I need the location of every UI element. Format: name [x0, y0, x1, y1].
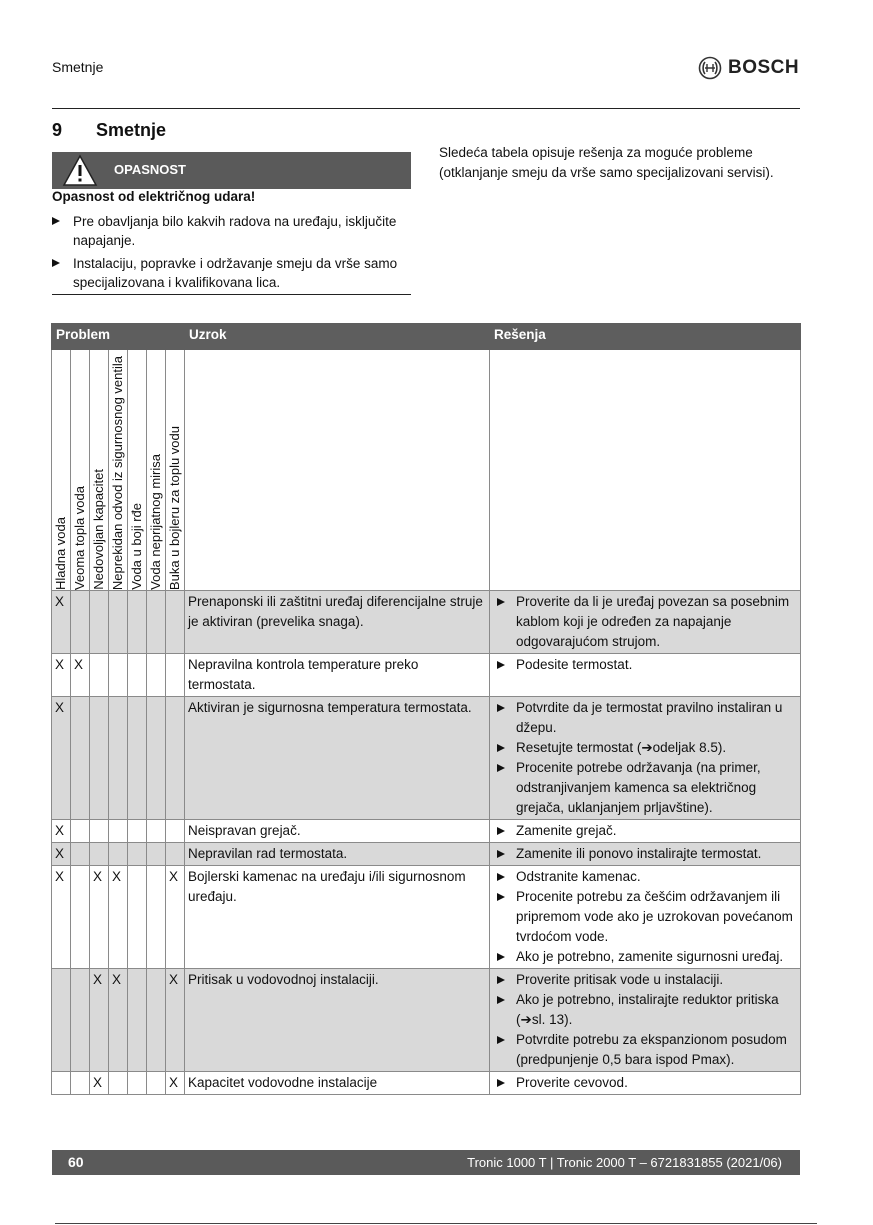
arrow-bullet-icon	[497, 976, 505, 984]
table-row	[52, 591, 801, 654]
problem-mark-cell: X	[52, 866, 71, 969]
table-row	[52, 654, 801, 697]
page-number: 60	[68, 1154, 84, 1170]
problem-mark-cell	[90, 820, 109, 843]
problem-mark-cell	[147, 1072, 166, 1095]
header-divider	[52, 108, 800, 109]
problem-mark-cell: X	[166, 969, 185, 1072]
solutions-cell	[490, 969, 801, 1072]
arrow-bullet-icon	[497, 598, 505, 606]
bosch-armature-icon	[698, 56, 722, 80]
problem-mark-cell	[166, 843, 185, 866]
problem-mark-cell	[90, 843, 109, 866]
problem-mark-cell	[166, 654, 185, 697]
problem-mark-cell	[147, 820, 166, 843]
problem-mark-cell: X	[71, 654, 90, 697]
problem-mark-cell	[128, 843, 147, 866]
section-title: Smetnje	[96, 120, 167, 140]
problem-mark-cell	[147, 697, 166, 820]
problem-mark-cell: X	[166, 1072, 185, 1095]
solution-item: Resetujte termostat (➔odeljak 8.5).	[494, 738, 797, 758]
problem-mark-cell	[147, 969, 166, 1072]
problem-column-label: Voda neprijatnog mirisa	[147, 350, 166, 591]
footer-document-info: Tronic 1000 T | Tronic 2000 T – 6721831855 (2021/06)	[467, 1155, 782, 1170]
problem-header: Problem	[52, 324, 185, 350]
problem-mark-cell	[71, 866, 90, 969]
problem-mark-cell	[90, 697, 109, 820]
cause-cell: Nepravilna kontrola temperature preko termostata.	[185, 654, 490, 697]
solution-item: Potvrdite potrebu za ekspanzionom posudom (predpunjenje 0,5 bara ispod Pmax).	[494, 1030, 797, 1070]
table-row	[52, 866, 801, 969]
problem-mark-cell	[147, 843, 166, 866]
solutions-cell	[490, 820, 801, 843]
bosch-logo	[698, 56, 799, 80]
section-number: 9	[52, 120, 63, 140]
solution-item: Proverite pritisak vode u instalaciji.	[494, 970, 797, 990]
cause-cell: Pritisak u vodovodnoj instalaciji.	[185, 969, 490, 1072]
problem-mark-cell	[128, 820, 147, 843]
problem-mark-cell	[166, 820, 185, 843]
solution-item: Podesite termostat.	[494, 655, 797, 675]
danger-list	[52, 212, 411, 296]
problem-mark-cell: X	[90, 969, 109, 1072]
problem-mark-cell	[71, 1072, 90, 1095]
problem-mark-cell: X	[90, 866, 109, 969]
solution-item: Proverite da li je uređaj povezan sa posebnim kablom koji je određen za napajanje odgovarajućom strujom.	[494, 592, 797, 652]
table-row	[52, 820, 801, 843]
solutions-cell	[490, 654, 801, 697]
table-row	[52, 969, 801, 1072]
problem-mark-cell	[109, 1072, 128, 1095]
problem-column-label: Veoma topla voda	[71, 350, 90, 591]
solutions-cell	[490, 843, 801, 866]
danger-banner	[52, 152, 411, 189]
problem-mark-cell	[52, 1072, 71, 1095]
problem-mark-cell: X	[52, 654, 71, 697]
cause-header: Uzrok	[185, 324, 490, 350]
danger-item: Pre obavljanja bilo kakvih radova na uređaju, isključite napajanje.	[52, 212, 411, 250]
problem-column-label: Hladna voda	[52, 350, 71, 591]
arrow-bullet-icon	[497, 744, 505, 752]
arrow-bullet-icon	[497, 893, 505, 901]
arrow-bullet-icon	[52, 217, 60, 225]
cause-cell: Bojlerski kamenac na uređaju i/ili sigurnosnom uređaju.	[185, 866, 490, 969]
problem-mark-cell: X	[52, 843, 71, 866]
problem-column-label: Nedovoljan kapacitet	[90, 350, 109, 591]
solutions-cell	[490, 1072, 801, 1095]
solution-item: Ako je potrebno, zamenite sigurnosni uređaj.	[494, 947, 797, 967]
table-header-row	[52, 324, 801, 350]
problem-column-label: Buka u bojleru za toplu vodu	[166, 350, 185, 591]
arrow-bullet-icon	[497, 827, 505, 835]
cause-cell: Nepravilan rad termostata.	[185, 843, 490, 866]
problem-mark-cell	[128, 697, 147, 820]
problem-mark-cell	[128, 969, 147, 1072]
logo-wordmark: BOSCH	[728, 57, 800, 78]
problem-column-label: Voda u boji rđe	[128, 350, 147, 591]
solution-item: Ako je potrebno, instalirajte reduktor pritiska (➔sl. 13).	[494, 990, 797, 1030]
problem-mark-cell	[71, 820, 90, 843]
problem-mark-cell	[109, 843, 128, 866]
problem-mark-cell: X	[52, 697, 71, 820]
solutions-cell	[490, 591, 801, 654]
problem-mark-cell	[109, 591, 128, 654]
arrow-bullet-icon	[497, 996, 505, 1004]
problem-mark-cell: X	[109, 969, 128, 1072]
page-bottom-rule	[55, 1223, 817, 1224]
problem-mark-cell	[128, 654, 147, 697]
cause-cell: Neispravan grejač.	[185, 820, 490, 843]
arrow-bullet-icon	[497, 1036, 505, 1044]
cause-cell: Aktiviran je sigurnosna temperatura termostata.	[185, 697, 490, 820]
problem-mark-cell	[90, 654, 109, 697]
cause-cell: Prenaponski ili zaštitni uređaj diferencijalne struje je aktiviran (prevelika snaga).	[185, 591, 490, 654]
cause-cell: Kapacitet vodovodne instalacije	[185, 1072, 490, 1095]
problem-column-label: Neprekidan odvod iz sigurnosnog ventila	[109, 350, 128, 591]
footer-bar	[52, 1150, 800, 1175]
problem-mark-cell: X	[166, 866, 185, 969]
warning-triangle-icon	[62, 154, 98, 187]
problem-mark-cell	[147, 591, 166, 654]
problem-mark-cell: X	[52, 591, 71, 654]
solution-item: Procenite potrebe održavanja (na primer, odstranjivanjem kamenca sa električnog grejača, uklanjanjem prljavštine).	[494, 758, 797, 818]
solutions-header: Rešenja	[490, 324, 801, 350]
problem-mark-cell	[166, 697, 185, 820]
problem-columns-row	[52, 350, 801, 591]
arrow-bullet-icon	[497, 1079, 505, 1087]
problem-mark-cell: X	[52, 820, 71, 843]
arrow-bullet-icon	[497, 850, 505, 858]
problem-mark-cell	[128, 866, 147, 969]
problem-mark-cell	[109, 697, 128, 820]
arrow-bullet-icon	[497, 764, 505, 772]
table-row	[52, 843, 801, 866]
problem-mark-cell	[147, 866, 166, 969]
danger-divider	[52, 294, 411, 295]
table-row	[52, 697, 801, 820]
problem-mark-cell	[128, 1072, 147, 1095]
problem-mark-cell	[71, 697, 90, 820]
solutions-cell	[490, 697, 801, 820]
arrow-bullet-icon	[497, 661, 505, 669]
solution-item: Zamenite grejač.	[494, 821, 797, 841]
problem-mark-cell	[147, 654, 166, 697]
danger-item: Instalaciju, popravke i održavanje smeju da vrše samo specijalizovana i kvalifikovana lica.	[52, 254, 411, 292]
solution-item: Proverite cevovod.	[494, 1073, 797, 1093]
arrow-bullet-icon	[52, 259, 60, 267]
problem-mark-cell	[109, 820, 128, 843]
problem-mark-cell	[52, 969, 71, 1072]
danger-label: OPASNOST	[114, 162, 186, 177]
solution-item: Procenite potrebu za češćim održavanjem ili pripremom vode ako je uzrokovan povećanom tvrdoćom vode.	[494, 887, 797, 947]
problem-mark-cell: X	[109, 866, 128, 969]
problem-mark-cell	[128, 591, 147, 654]
running-header-title: Smetnje	[52, 59, 104, 75]
problem-mark-cell	[71, 591, 90, 654]
problem-mark-cell	[109, 654, 128, 697]
solution-item: Zamenite ili ponovo instalirajte termostat.	[494, 844, 797, 864]
problem-mark-cell: X	[90, 1072, 109, 1095]
arrow-bullet-icon	[497, 873, 505, 881]
problem-mark-cell	[71, 843, 90, 866]
problem-mark-cell	[90, 591, 109, 654]
problem-mark-cell	[71, 969, 90, 1072]
solution-item: Odstranite kamenac.	[494, 867, 797, 887]
solutions-cell	[490, 866, 801, 969]
troubleshooting-table	[51, 323, 801, 1095]
solution-item: Potvrdite da je termostat pravilno instaliran u džepu.	[494, 698, 797, 738]
arrow-bullet-icon	[497, 953, 505, 961]
problem-mark-cell	[166, 591, 185, 654]
arrow-bullet-icon	[497, 704, 505, 712]
intro-paragraph: Sledeća tabela opisuje rešenja za moguće probleme (otklanjanje smeju da vrše samo specijalizovani servisi).	[439, 145, 774, 180]
danger-heading: Opasnost od električnog udara!	[52, 189, 256, 204]
table-row	[52, 1072, 801, 1095]
